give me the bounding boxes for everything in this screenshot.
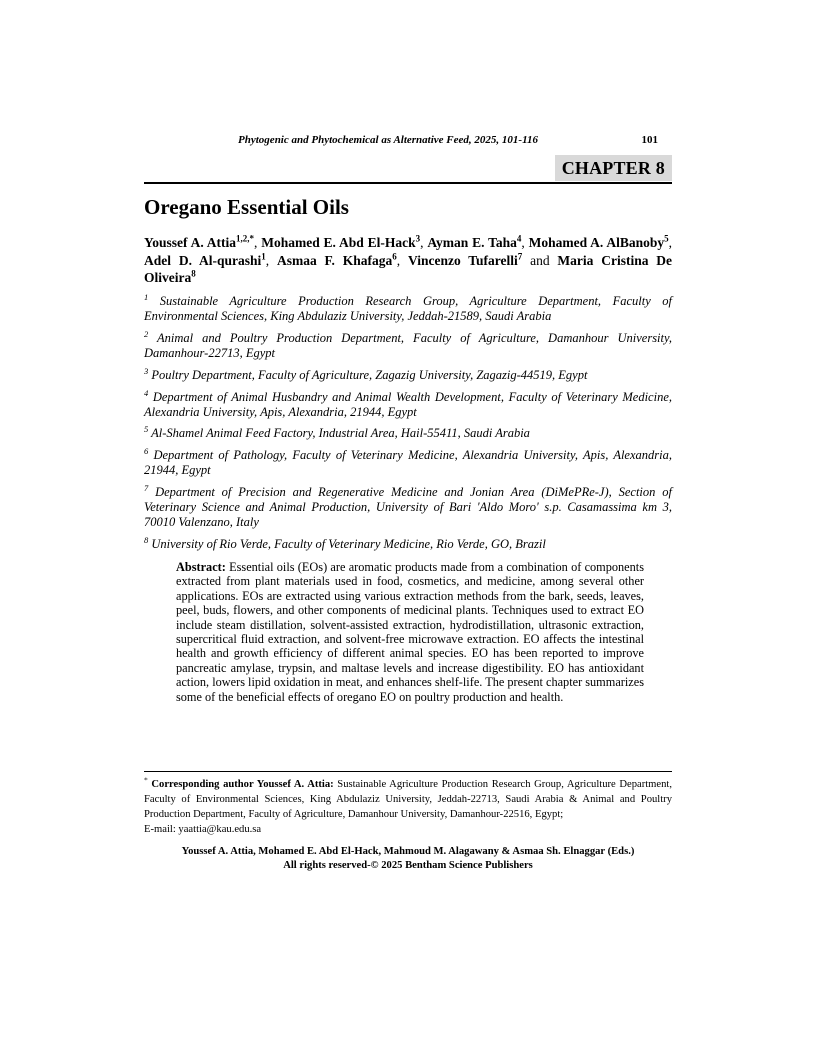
footnote-marker: *	[144, 775, 148, 785]
affiliation: $^8$ University of Rio Verde, Faculty of Veterinary Medicine, Rio Verde, GO, Brazil	[144, 534, 546, 552]
author-name: Mohamed E. Abd El-Hack$^3$	[261, 233, 421, 250]
affiliation: $^5$ Al-Shamel Animal Feed Factory, Industrial Area, Hail-55411, Saudi Arabia	[144, 424, 530, 441]
affiliation-number: 8	[144, 534, 149, 545]
author-affiliation-sup: 6	[392, 251, 397, 261]
author-affiliation-sup: 3	[415, 233, 421, 244]
page-content	[144, 0, 672, 1056]
affiliation-number: 1	[144, 291, 149, 302]
affiliation: $^3$ Poultry Department, Faculty of Agriculture, Zagazig University, Zagazig-44519, Egypt	[144, 365, 588, 382]
affiliation-number: 3	[144, 365, 149, 376]
author-conjunction: and	[530, 252, 558, 268]
footnote-rule	[144, 771, 672, 772]
abstract-label: Abstract:	[176, 560, 226, 574]
affiliation: $^6$ Department of Pathology, Faculty of Veterinary Medicine, Alexandria University, Apis, Alexandria, 21944, Egypt	[144, 445, 672, 478]
footnote-email-line: E-mail: yaattia@kau.edu.sa	[144, 824, 262, 835]
running-head-page-number: 101	[641, 134, 658, 146]
affiliation: $^7$ Department of Precision and Regenerative Medicine and Jonian Area (DiMePRe-J), Section of Veterinary Science and Animal Production, University of Bari 'Aldo Moro' s.p. Casamassima km 3, 70010 Valenzano, Italy	[144, 482, 672, 530]
affiliation-number: 4	[144, 387, 149, 398]
corresponding-author-footnote	[144, 777, 672, 837]
running-head	[144, 133, 672, 147]
affiliation-number: 5	[144, 424, 149, 435]
affiliation-number: 2	[144, 328, 149, 339]
author-name: Vincenzo Tufarelli$^7$	[407, 251, 523, 268]
author-name: Maria Cristina De Oliveira$^8$	[144, 252, 673, 285]
author-affiliation-sup: 1	[261, 251, 266, 261]
affiliation: $^2$ Animal and Poultry Production Department, Faculty of Agriculture, Damanhour University, Damanhour-22713, Egypt	[144, 328, 672, 361]
author-name: Asmaa F. Khafaga$^6$	[276, 251, 397, 268]
page-title: Oregano Essential Oils	[144, 195, 349, 219]
running-head-book-title: Phytogenic and Phytochemical as Alternative Feed, 2025, 101-116	[238, 134, 538, 146]
footer-rights-line: All rights reserved-© 2025 Bentham Science Publishers	[283, 860, 533, 871]
author-affiliation-sup: 5	[664, 233, 669, 244]
author-affiliation-sup: 8	[191, 268, 196, 279]
author-name: Youssef A. Attia$^{1,2,*}$	[144, 233, 255, 250]
author-name: Adel D. Al-qurashi$^1$	[144, 251, 266, 268]
affiliation-list	[144, 291, 672, 559]
header-rule	[144, 182, 672, 184]
abstract-text: Essential oils (EOs) are aromatic products made from a combination of components extracted from plant materials used in food, cosmetics, and medicine, among several other applications. EOs are extracted using various extraction methods from the bark, seeds, leaves, peel, buds, flowers, and other components of medicinal plants. Techniques used to extract EO include steam distillation, solvent-assisted extraction, hydrodistillation, ultrasonic extraction, supercritical fluid extraction, and solvent-free microwave extraction. EO affects the intestinal health and growth efficiency of different animal species. EO has been reported to improve pancreatic amylase, trypsin, and maltase levels and increase digestibility. EO has antioxidant action, lowers lipid oxidation in meat, and enhances shelf-life. The present chapter summarizes some of the beneficial effects of oregano EO on poultry production and health.	[176, 560, 644, 704]
affiliation-number: 7	[144, 482, 149, 493]
footnote-body: Sustainable Agriculture Production Research Group, Agriculture Department, Faculty of Environmental Sciences, King Abdulaziz University, Jeddah-22713, Saudi Arabia & Animal and Poultry Production Department, Faculty of Agriculture, Damanhour University, Damanhour-22516, Egypt;	[144, 779, 672, 820]
footnote-lead: Corresponding author Youssef A. Attia:	[151, 779, 334, 790]
footer-editors-line: Youssef A. Attia, Mohamed E. Abd El-Hack, Mahmoud M. Alagawany & Asmaa Sh. Elnaggar (Eds.)	[181, 846, 635, 857]
author-affiliation-sup: 4	[516, 233, 522, 244]
affiliation: $^4$ Department of Animal Husbandry and Animal Wealth Development, Faculty of Veterinary Medicine, Alexandria University, Apis, Alexandria, 21944, Egypt	[144, 387, 672, 419]
author-list: Youssef A. Attia$^{1,2,*}$, Mohamed E. Abd El-Hack$^3$, Ayman E. Taha$^4$, Mohamed A. AlBanoby$^5$, Adel D. Al-qurashi$^1$, Asmaa F. Khafaga$^6$, Vincenzo Tufarelli$^7$ and Maria Cristina De Oliveira$^8$	[144, 233, 673, 285]
chapter-badge: CHAPTER 8	[555, 155, 672, 181]
affiliation-number: 6	[144, 445, 149, 456]
page-footer	[144, 845, 672, 873]
author-name: Mohamed A. AlBanoby$^5$	[528, 233, 669, 250]
author-affiliation-sup: 7	[517, 251, 523, 261]
affiliation: $^1$ Sustainable Agriculture Production Research Group, Agriculture Department, Faculty of Environmental Sciences, King Abdulaziz University, Jeddah-21589, Saudi Arabia	[144, 291, 672, 324]
abstract	[176, 560, 644, 704]
chapter-row	[144, 155, 672, 181]
author-name: Ayman E. Taha$^4$	[427, 233, 522, 250]
author-affiliation-sup: 1,2,*	[236, 233, 255, 244]
